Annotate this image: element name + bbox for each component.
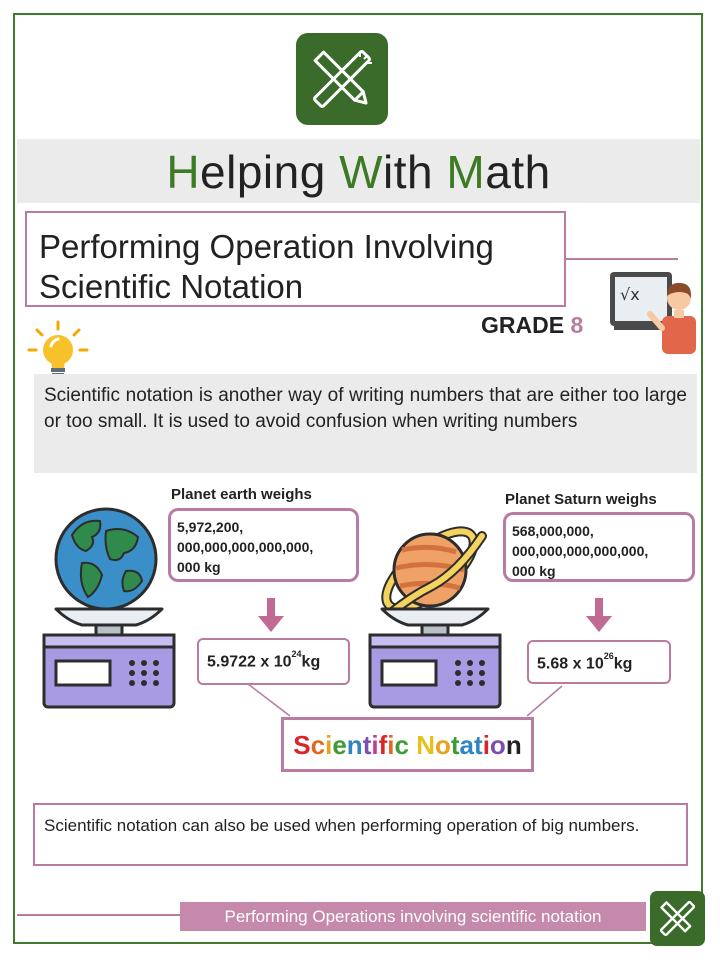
saturn-scientific-box: 5.68 x $10^{26}kg$ (527, 640, 671, 684)
earth-weight-line-3: 000 kg (177, 559, 221, 575)
footer-divider (17, 914, 180, 916)
sn-letter: i (387, 730, 395, 760)
brand-band (17, 139, 700, 203)
footer-caption: Performing Operations involving scientific notation (180, 902, 646, 931)
saturn-scale-icon (366, 607, 504, 710)
sn-letter: n (346, 730, 363, 760)
earth-globe-icon (52, 505, 160, 613)
intro-paragraph: Scientific notation is another way of writing numbers that are either too large or too small. It is used to avoid confusion when writing numbers (34, 374, 697, 473)
page-title (39, 227, 494, 307)
saturn-down-arrow-icon (584, 598, 614, 634)
sn-letter: S (293, 730, 311, 760)
earth-scale-icon (40, 607, 178, 710)
sn-letter: i (482, 730, 490, 760)
title-divider (566, 258, 678, 260)
saturn-label: Planet Saturn weighs (505, 491, 657, 508)
title-line-2: Scientific Notation (39, 268, 304, 305)
sn-letter: i (371, 730, 379, 760)
earth-weight-box (168, 508, 359, 582)
earth-weight-line-2: 000,000,000,000,000, (177, 539, 314, 555)
pencil-ruler-icon (296, 33, 388, 125)
note-paragraph: Scientific notation can also be used when performing operation of big numbers. (33, 803, 688, 866)
sn-letter: n (505, 730, 522, 760)
saturn-weight-box (503, 512, 695, 582)
footer-pencil-ruler-icon (650, 891, 705, 946)
title-box (25, 211, 566, 307)
sn-letter: t (450, 730, 460, 760)
earth-down-arrow-icon (256, 598, 286, 634)
sn-letter: f (378, 730, 388, 760)
scientific-notation-box (281, 717, 534, 772)
sn-letter: o (434, 730, 451, 760)
saturn-weight-line-3: 000 kg (512, 563, 556, 579)
sn-letter: t (474, 730, 483, 760)
saturn-weight-line-2: 000,000,000,000,000, (512, 543, 649, 559)
lightbulb-icon (27, 320, 89, 382)
title-line-1: Performing Operation Involving (39, 228, 494, 265)
grade-label: GRADE 8 (481, 312, 584, 338)
sn-letter: e (332, 730, 347, 760)
sn-letter: t (362, 730, 372, 760)
sn-letter: o (489, 730, 506, 760)
saturn-weight-line-1: 568,000,000, (512, 523, 594, 539)
earth-weight-line-1: 5,972,200, (177, 519, 244, 535)
scientific-notation-label (293, 730, 521, 760)
earth-scientific-box: 5.9722 x $10^{24}kg$ (197, 638, 350, 685)
sn-letter: c (394, 730, 409, 760)
brand-title: Helping With Math (166, 146, 551, 198)
sn-letter: c (310, 730, 326, 760)
teacher-icon (606, 268, 698, 356)
sn-letter: a (459, 730, 475, 760)
earth-label: Planet earth weighs (171, 486, 312, 503)
svg-text:√x: √x (620, 285, 640, 304)
sn-letter: N (416, 730, 435, 760)
sn-letter: i (325, 730, 333, 760)
